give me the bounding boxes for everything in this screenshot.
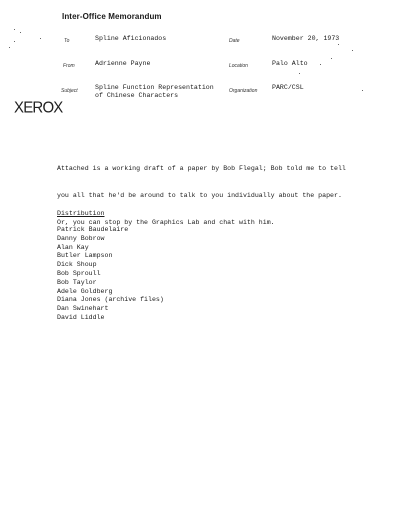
from-value: Adrienne Payne	[95, 60, 151, 67]
organization-label: Organization	[229, 88, 258, 94]
body-line: Attached is a working draft of a paper by Bob Flegal; Bob told me to tell	[57, 165, 346, 172]
memo-title: Inter-Office Memorandum	[62, 12, 162, 21]
body-line: Or, you can stop by the Graphics Lab and chat with him.	[57, 219, 275, 226]
distribution-name: Diana Jones (archive files)	[57, 296, 164, 304]
distribution-name: Dick Shoup	[57, 261, 97, 269]
to-value: Spline Aficionados	[95, 35, 167, 42]
distribution-name: Bob Taylor	[57, 278, 97, 286]
distribution-name: Adele Goldberg	[57, 287, 113, 295]
memo-body	[57, 146, 346, 236]
xerox-logo: XEROX	[14, 99, 63, 117]
date-label: Date	[229, 38, 240, 44]
distribution-name: David Liddle	[57, 313, 105, 321]
subject-line-2: of Chinese Characters	[95, 92, 179, 99]
distribution-name: Bob Sproull	[57, 269, 101, 277]
distribution-list	[57, 226, 164, 323]
location-value: Palo Alto	[272, 60, 308, 67]
distribution-name: Butler Lampson	[57, 252, 113, 260]
body-line: you all that he'd be around to talk to you individually about the paper.	[57, 192, 342, 199]
subject-label: Subject	[61, 88, 78, 94]
subject-line-1: Spline Function Representation	[95, 84, 214, 91]
location-label: Location	[229, 63, 248, 69]
distribution-name: Dan Swinehart	[57, 305, 109, 313]
organization-value: PARC/CSL	[272, 84, 304, 91]
distribution-heading: Distribution	[57, 210, 105, 217]
from-label: From	[63, 63, 75, 69]
distribution-name: Patrick Baudelaire	[57, 226, 129, 233]
to-label: To	[64, 38, 70, 44]
date-value: November 20, 1973	[272, 35, 340, 42]
distribution-name: Danny Bobrow	[57, 234, 105, 242]
distribution-name: Alan Kay	[57, 243, 89, 251]
